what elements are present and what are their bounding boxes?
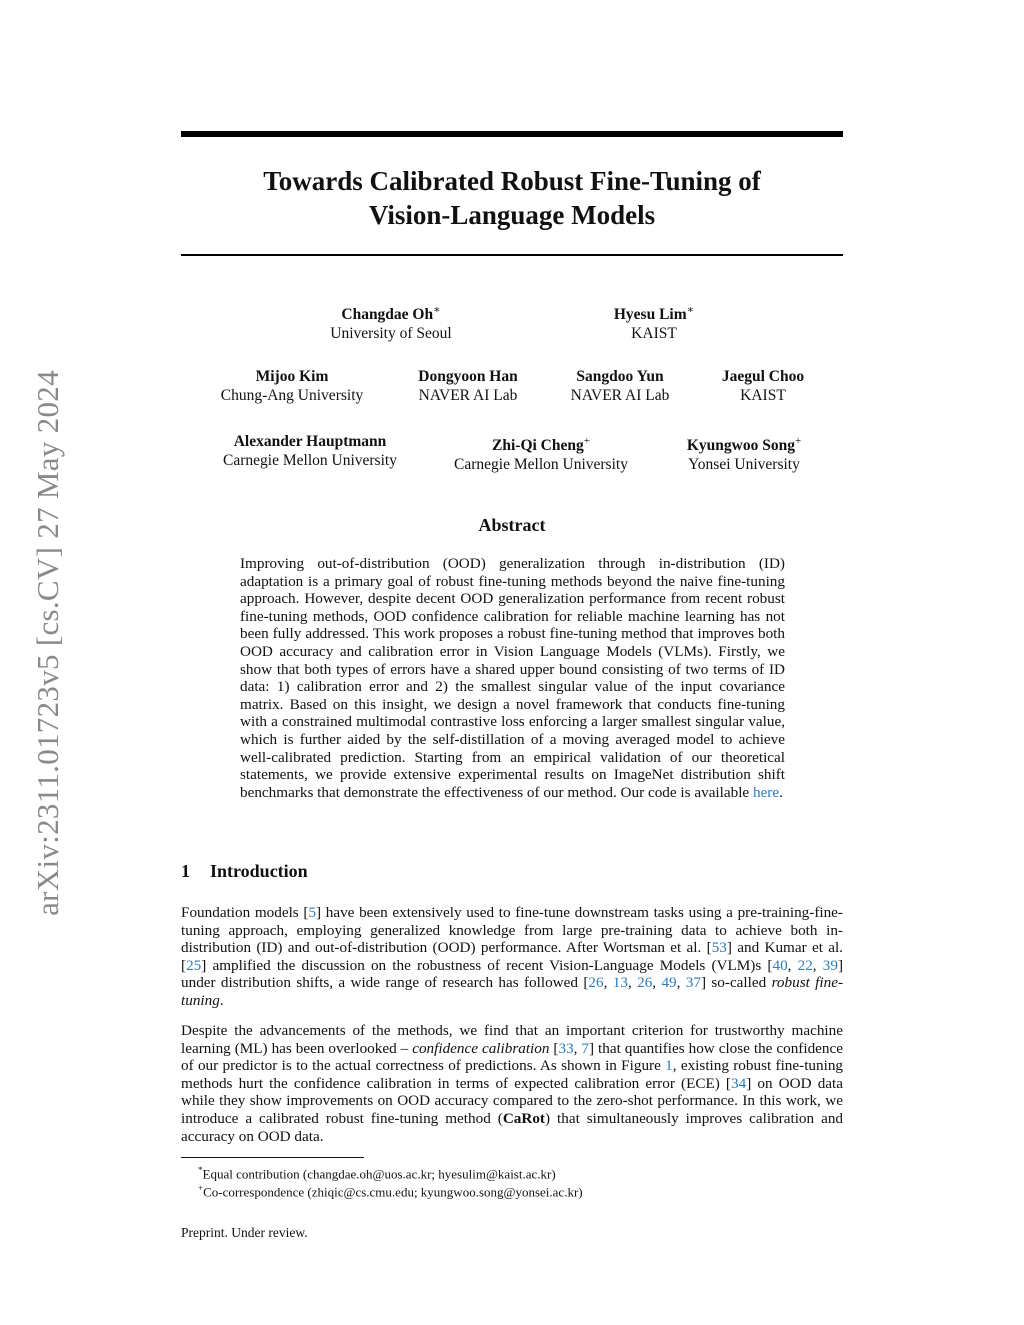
author-affiliation: University of Seoul [330,325,452,343]
citation-link[interactable]: 26 [588,974,604,992]
author-name: Mijoo Kim [255,368,329,385]
author-block [687,432,801,474]
citation-link[interactable]: 39 [822,956,838,974]
footnote-rule [181,1157,364,1158]
title-line-2: Vision-Language Models [368,200,656,230]
author-affiliation: Chung-Ang University [220,387,364,404]
paper-title [181,164,843,232]
author-affiliation: Carnegie Mellon University [454,456,628,474]
title-line-1: Towards Calibrated Robust Fine-Tuning of [263,166,761,196]
citation-link[interactable]: 34 [731,1074,747,1092]
author-affiliation: NAVER AI Lab [418,387,518,404]
title-top-rule [181,131,843,137]
abstract-text: Improving out-of-distribution (OOD) generalization through in-distribution (ID) adaptation is a primary goal of robust fine-tuning methods beyond the naive fine-tuning approach. However, despite decent OOD generalization performance from recent robust fine-tuning methods, OOD confidence calibration for reliable machine learning has not been fully addressed. This work proposes a robust fine-tuning method that improves both OOD accuracy and calibration error in Vision Language Models (VLMs). Firstly, we show that both types of errors have a shared upper bound consisting of two terms of ID data: 1) calibration error and 2) the smallest singular value of the input covariance matrix. Based on this insight, we design a novel framework that conducts fine-tuning with a constrained multimodal contrastive loss enforcing a larger smallest singular value, which is further aided by the self-distillation of a moving averaged model to achieve well-calibrated prediction. Starting from an empirical validation of our theoretical statements, we provide extensive experimental results on ImageNet distribution shift benchmarks that demonstrate the effectiveness of our method. Our code is available here. [240,555,785,801]
abstract-heading: Abstract [478,515,546,535]
author-affiliation: KAIST [740,387,786,404]
citation-link[interactable]: 40 [772,956,788,974]
author-block [330,301,451,343]
author-name: Zhi-Qi Cheng+ [492,435,590,455]
author-affiliation: Yonsei University [688,456,800,474]
author-name: Changdae Oh∗ [341,304,441,324]
author-affiliation: NAVER AI Lab [570,387,670,404]
citation-link[interactable]: 37 [685,974,701,992]
section-title: Introduction [210,861,308,881]
author-affiliation: KAIST [631,325,677,343]
author-block [614,301,694,343]
citation-link[interactable]: 49 [661,974,677,992]
citation-link[interactable]: 25 [186,956,202,974]
author-block [722,367,804,405]
citation-link[interactable]: 53 [711,939,727,957]
citation-link[interactable]: 33 [558,1039,574,1057]
preprint-note: Preprint. Under review. [181,1225,308,1240]
author-name: Sangdoo Yun [576,368,664,385]
author-block [418,367,518,405]
title-bottom-rule [181,254,843,256]
citation-link[interactable]: 5 [308,904,317,921]
author-block [221,367,364,405]
footnote: *Equal contribution (changdae.oh@uos.ac.kr; hyesulim@kaist.ac.kr) [198,1165,556,1182]
author-block [571,367,670,405]
author-name: Dongyoon Han [418,368,518,385]
citation-link[interactable]: 13 [612,974,628,992]
author-name: Jaegul Choo [721,368,805,385]
intro-paragraph-1: Foundation models [5] have been extensively used to fine-tune downstream tasks using a pre-training-fine-tuning approach, employing generalized knowledge from large pre-training data to achieve both in-distribution (ID) and out-of-distribution (OOD) performance. After Wortsman et al. [53] and Kumar et al. [25] amplified the discussion on the robustness of recent Vision-Language Models (VLM)s [40, 22, 39] under distribution shifts, a wide range of research has followed [26, 13, 26, 49, 37] so-called robust fine-tuning. [181,904,844,1009]
arxiv-identifier: arXiv:2311.01723v5 [cs.CV] 27 May 2024 [30,370,65,916]
author-name: Hyesu Lim∗ [613,304,695,324]
figure-link[interactable]: 1 [665,1057,673,1075]
section-number: 1 [181,861,190,881]
author-name: Alexander Hauptmann [233,433,387,450]
citation-link[interactable]: 26 [637,974,653,992]
intro-paragraph-2: Despite the advancements of the methods, we find that an important criterion for trustworthy machine learning (ML) has been overlooked – confidence calibration [33, 7] that quantifies how close the confidence of our predictor is to the actual correctness of predictions. As shown in Figure 1, existing robust fine-tuning methods hurt the confidence calibration in terms of expected calibration error (ECE) [34] on OOD data while they show improvements on OOD accuracy compared to the zero-shot performance. In this work, we introduce a calibrated robust fine-tuning method (CaRot) that simultaneously improves calibration and accuracy on OOD data. [181,1022,844,1145]
author-name: Kyungwoo Song+ [686,435,802,455]
author-affiliation: Carnegie Mellon University [223,452,397,469]
author-block [454,432,628,474]
section-heading [181,861,308,882]
footnote: +Co-correspondence (zhiqic@cs.cmu.edu; kyungwoo.song@yonsei.ac.kr) [198,1183,583,1200]
citation-link[interactable]: 22 [797,956,813,974]
citation-link[interactable]: 7 [581,1039,590,1057]
code-link[interactable]: here [752,783,780,801]
author-block [223,432,397,470]
